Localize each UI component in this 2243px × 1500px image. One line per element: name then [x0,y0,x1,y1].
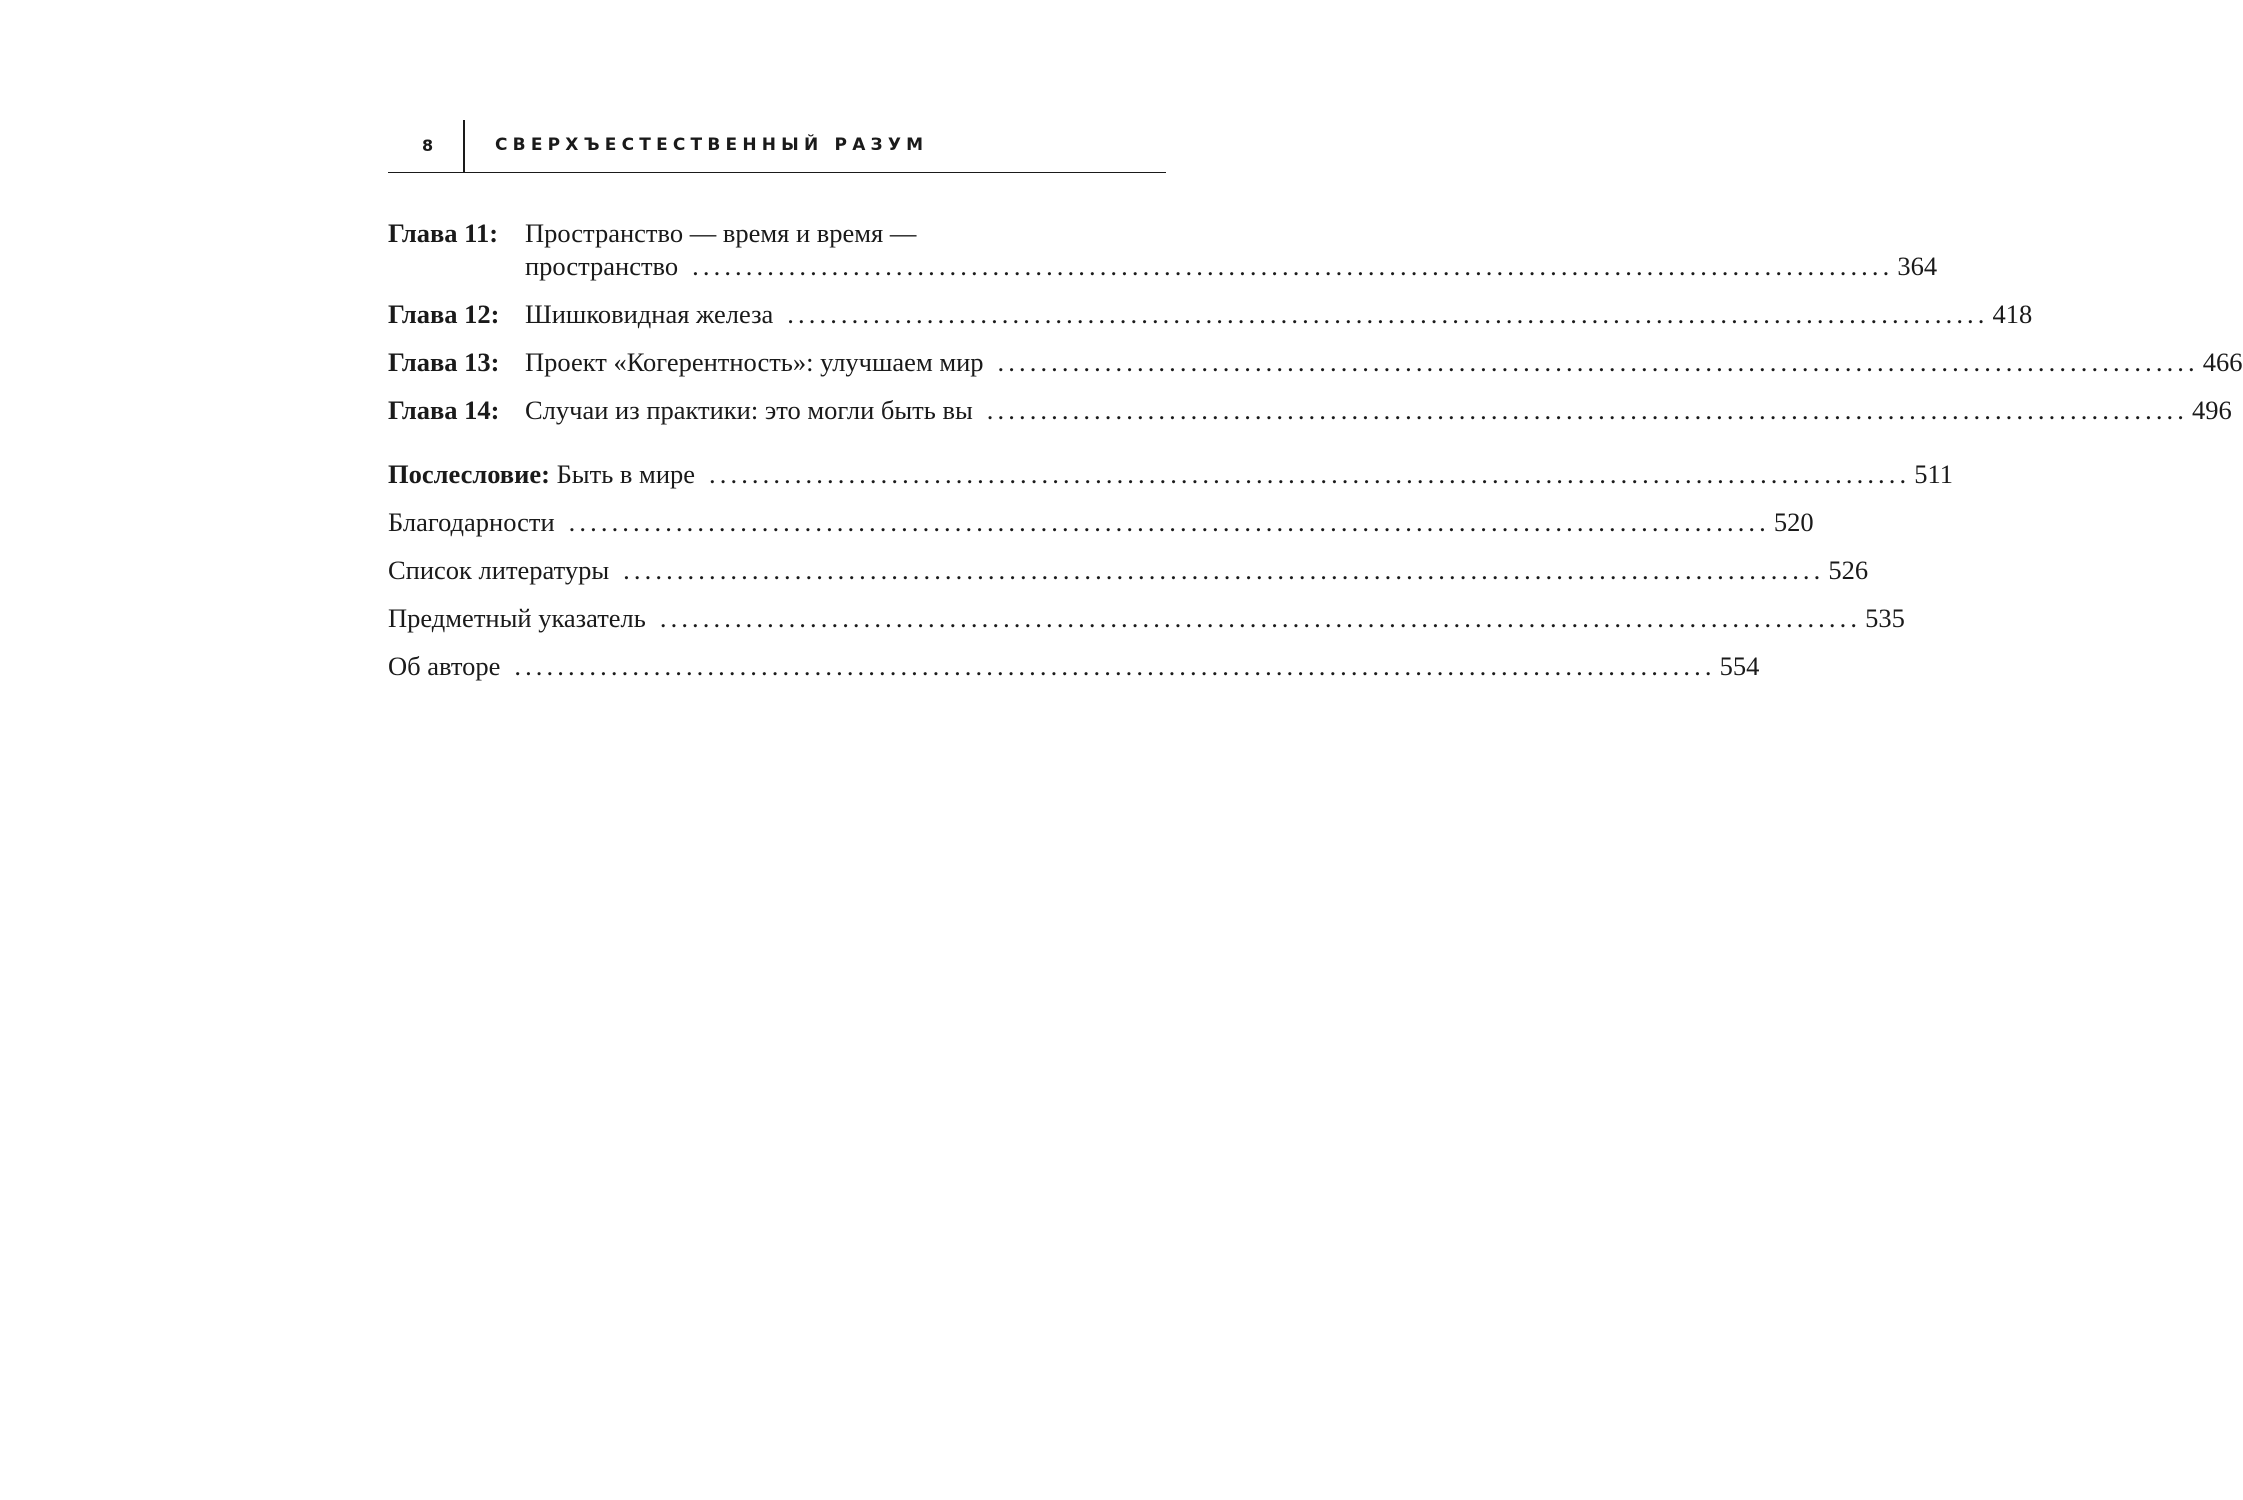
dot-leader: ................................................................................................................ [986,395,2188,425]
dot-leader: ................................................................................................................ [709,459,1911,489]
label-spacer [550,458,557,491]
back-matter-entry [388,458,1953,491]
chapter-entry [525,394,2232,427]
entry-line [388,650,1760,683]
table-of-contents [388,217,2243,683]
chapter-label: Глава 13: [388,347,500,377]
header-divider [463,120,465,172]
entry-line [388,458,1953,491]
chapter-title-line [525,394,2232,427]
page-ref: 418 [1992,299,2033,329]
toc-entry-chapter-11[interactable] [388,217,1938,283]
dot-leader: ................................................................................................................ [787,299,1989,329]
entry-line [388,602,1905,635]
toc-entry-afterword[interactable] [388,458,1953,491]
chapter-entry [525,217,1938,283]
running-header [388,120,1166,173]
toc-entry-index[interactable] [388,602,1905,635]
book-title: СВЕРХЪЕСТЕСТВЕННЫЙ РАЗУМ [495,135,929,155]
entry-title: Об авторе [388,651,501,681]
chapter-title: Случаи из практики: это могли быть вы [525,395,973,425]
dot-leader: ................................................................................................................ [997,347,2199,377]
entry-title: Список литературы [388,555,610,585]
chapter-title: Проект «Когерентность»: улучшаем мир [525,347,984,377]
dot-leader: ................................................................................................................ [659,603,1862,633]
page-ref: 496 [2192,395,2232,425]
entry-line [388,506,1814,539]
page-ref: 466 [2202,347,2243,377]
chapter-title-part-2: пространство [525,251,679,281]
back-matter-entry [388,506,1814,539]
chapter-title-line-1 [525,217,1166,250]
entry-title: Благодарности [388,507,555,537]
dot-leader: ................................................................................................................ [692,251,1894,281]
page-ref: 554 [1719,651,1760,681]
chapter-title-part-1: Пространство — время и время — [525,218,917,248]
dot-leader: ................................................................................................................ [568,507,1770,537]
toc-entry-chapter-14[interactable] [388,394,2232,427]
afterword-label: Послесловие: [388,459,550,489]
page-ref: 526 [1828,555,1869,585]
page-ref: 520 [1773,507,1814,537]
book-page [388,120,2243,698]
chapter-title: Шишковидная железа [525,299,774,329]
entry-line [388,554,1869,587]
chapter-title-line-2 [525,250,1938,283]
chapter-title-line [525,298,2033,331]
page-ref: 511 [1914,459,1953,489]
chapter-label: Глава 12: [388,299,500,329]
back-matter-entry [388,602,1905,635]
chapter-list [388,217,2243,427]
toc-entry-chapter-12[interactable] [388,298,2033,331]
back-matter-entry [388,554,1869,587]
page-ref: 364 [1897,251,1938,281]
chapter-title-line [525,346,2243,379]
chapter-entry [525,346,2243,379]
toc-entry-bibliography[interactable] [388,554,1869,587]
toc-entry-about-author[interactable] [388,650,1760,683]
page-ref: 535 [1865,603,1905,633]
back-matter-entry [388,650,1760,683]
dot-leader: ................................................................................................................ [514,651,1716,681]
chapter-label: Глава 14: [388,395,500,425]
dot-leader: ................................................................................................................ [623,555,1825,585]
entry-title: Быть в мире [556,459,696,489]
page-number: 8 [422,136,434,155]
toc-entry-chapter-13[interactable] [388,346,2243,379]
chapter-entry [525,298,2033,331]
chapter-label: Глава 11: [388,218,499,248]
toc-entry-acknowledgements[interactable] [388,506,1814,539]
entry-title: Предметный указатель [388,603,646,633]
back-matter-list [388,458,1953,683]
